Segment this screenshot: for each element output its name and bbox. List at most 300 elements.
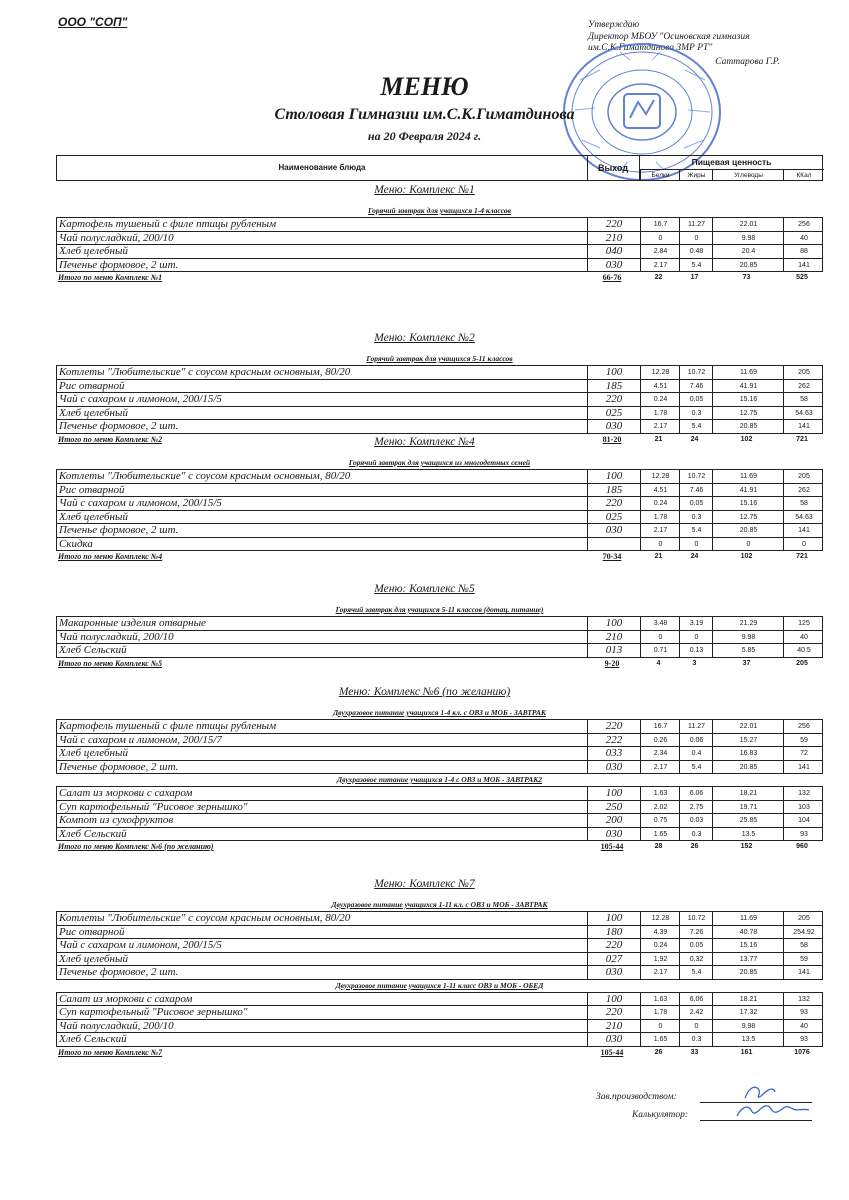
total-price: 70-34 <box>602 552 622 561</box>
header-protein: Белки <box>640 169 680 181</box>
dish-yield: 220 <box>587 393 640 406</box>
total-value-k: 721 <box>796 553 808 560</box>
dish-name: Компот из сухофруктов <box>59 814 174 826</box>
total-label: Итого по меню Комплекс №5 <box>58 658 163 668</box>
total-label: Итого по меню Комплекс №4 <box>58 552 163 561</box>
nutrition-value-k: 59 <box>783 734 824 747</box>
total-price: 9-20 <box>604 658 620 668</box>
nutrition-value-f: 2.75 <box>679 801 713 814</box>
table-row <box>56 953 823 967</box>
nutrition-value-f: 6.06 <box>679 787 713 800</box>
nutrition-value-c: 11.69 <box>712 470 784 483</box>
nutrition-value-c: 12.75 <box>712 511 784 524</box>
handwritten-signature-icon <box>715 1074 815 1124</box>
nutrition-value-f: 3.19 <box>679 617 713 630</box>
nutrition-value-c: 5.85 <box>712 644 784 657</box>
total-value-f: 24 <box>690 553 699 560</box>
dish-yield: 030 <box>587 420 640 433</box>
dish-table <box>56 365 823 434</box>
nutrition-value-c: 41.91 <box>712 380 784 393</box>
section-total-row <box>56 658 823 671</box>
nutrition-value-c: 22.01 <box>712 218 784 231</box>
dish-table <box>56 217 823 272</box>
group-title: Горячий завтрак для учащихся 5-11 классов <box>366 354 513 363</box>
nutrition-value-c: 15.16 <box>712 393 784 406</box>
nutrition-value-f: 0.06 <box>679 734 713 747</box>
nutrition-value-k: 72 <box>783 747 824 760</box>
nutrition-value-f: 2.42 <box>679 1006 713 1019</box>
table-row <box>56 511 823 525</box>
dish-yield: 030 <box>587 259 640 272</box>
dish-name: Котлеты "Любительские" с соусом красным основным, 80/20 <box>59 470 351 482</box>
nutrition-value-c: 20.85 <box>712 420 784 433</box>
dish-name: Хлеб целебный <box>59 952 128 965</box>
nutrition-value-f: 10.72 <box>679 366 713 379</box>
table-row <box>56 1006 823 1020</box>
nutrition-value-b: 16.7 <box>640 218 680 231</box>
dish-yield: 210 <box>587 631 640 644</box>
dish-name: Суп картофельный "Рисовое зернышко" <box>59 1006 248 1018</box>
table-row <box>56 939 823 953</box>
dish-table <box>56 616 823 658</box>
group-title: Двухразовое питание учащихся 1-4 с ОВЗ и МОБ - ЗАВТРАК2 <box>336 775 543 784</box>
total-label: Итого по меню Комплекс №7 <box>58 1047 163 1057</box>
dish-yield: 100 <box>587 470 640 483</box>
dish-yield: 185 <box>587 380 640 393</box>
nutrition-value-b: 12.28 <box>640 470 680 483</box>
page-subtitle: Столовая Гимназии им.С.К.Гиматдинова <box>274 106 575 123</box>
nutrition-value-f: 0.13 <box>679 644 713 657</box>
nutrition-value-b: 0 <box>640 631 680 644</box>
dish-yield: 200 <box>587 814 640 827</box>
dish-yield: 100 <box>587 787 640 800</box>
table-row <box>56 966 823 980</box>
nutrition-value-f: 6.06 <box>679 993 713 1006</box>
nutrition-value-b: 2.17 <box>640 524 680 537</box>
approval-line: Директор МБОУ "Осиновская гимназия <box>588 31 750 42</box>
nutrition-value-k: 141 <box>783 761 824 774</box>
total-price: 105-44 <box>600 842 624 851</box>
nutrition-value-c: 20.85 <box>712 259 784 272</box>
table-row <box>56 259 823 273</box>
nutrition-value-f: 10.72 <box>679 912 713 925</box>
table-row <box>56 232 823 246</box>
dish-yield: 220 <box>587 218 640 231</box>
nutrition-value-b: 0.75 <box>640 814 680 827</box>
nutrition-value-b: 0.71 <box>640 644 680 657</box>
nutrition-value-c: 11.69 <box>712 366 784 379</box>
nutrition-value-c: 20.85 <box>712 761 784 774</box>
nutrition-value-c: 19.71 <box>712 801 784 814</box>
dish-yield: 100 <box>587 617 640 630</box>
dish-name: Скидка <box>59 537 93 550</box>
nutrition-value-b: 16.7 <box>640 720 680 733</box>
nutrition-value-b: 2.17 <box>640 761 680 774</box>
dish-yield: 030 <box>587 761 640 774</box>
nutrition-value-f: 0 <box>679 538 713 551</box>
nutrition-value-c: 20.4 <box>712 245 784 258</box>
nutrition-value-b: 2.02 <box>640 801 680 814</box>
total-value-b: 21 <box>654 435 663 443</box>
table-row <box>56 538 823 552</box>
nutrition-value-b: 4.39 <box>640 926 680 939</box>
nutrition-value-c: 17.32 <box>712 1006 784 1019</box>
total-value-k: 1076 <box>794 1048 810 1056</box>
nutrition-value-b: 0 <box>640 538 680 551</box>
nutrition-value-f: 0.3 <box>679 511 713 524</box>
total-value-k: 205 <box>796 659 808 667</box>
nutrition-value-k: 205 <box>783 470 824 483</box>
nutrition-value-k: 40 <box>783 1020 824 1033</box>
nutrition-value-b: 1.63 <box>640 993 680 1006</box>
dish-name: Суп картофельный "Рисовое зернышко" <box>59 800 248 813</box>
dish-name: Чай с сахаром и лимоном, 200/15/5 <box>59 393 222 405</box>
nutrition-value-k: 59 <box>783 953 824 966</box>
dish-table <box>56 911 823 980</box>
nutrition-value-k: 141 <box>783 259 824 272</box>
nutrition-value-k: 58 <box>783 393 824 406</box>
dish-name: Хлеб целебный <box>59 245 128 257</box>
nutrition-value-k: 93 <box>783 1033 824 1046</box>
total-value-b: 4 <box>656 659 661 667</box>
nutrition-value-c: 11.69 <box>712 912 784 925</box>
nutrition-value-b: 4.51 <box>640 380 680 393</box>
organization-name: ООО "СОП" <box>58 15 128 29</box>
nutrition-value-b: 0.26 <box>640 734 680 747</box>
header-kcal: ККал <box>783 169 824 181</box>
section-title: Меню: Комплекс №5 <box>374 583 475 595</box>
nutrition-value-k: 88 <box>783 245 824 258</box>
dish-yield: 100 <box>587 912 640 925</box>
dish-yield: 013 <box>587 644 640 657</box>
dish-yield: 040 <box>587 245 640 258</box>
nutrition-value-b: 2.17 <box>640 966 680 979</box>
nutrition-value-f: 0.3 <box>679 828 713 841</box>
dish-yield: 030 <box>587 524 640 537</box>
dish-yield: 030 <box>587 828 640 841</box>
total-label: Итого по меню Комплекс №1 <box>58 273 163 282</box>
nutrition-value-b: 0 <box>640 232 680 245</box>
nutrition-value-f: 0.03 <box>679 814 713 827</box>
dish-yield: 220 <box>587 939 640 952</box>
nutrition-value-b: 2.17 <box>640 420 680 433</box>
total-label: Итого по меню Комплекс №2 <box>58 434 163 444</box>
table-row <box>56 761 823 775</box>
header-dish: Наименование блюда <box>57 156 588 180</box>
dish-name: Чай полусладкий, 200/10 <box>59 231 174 244</box>
section-total-row <box>56 1047 823 1060</box>
dish-yield: 030 <box>587 966 640 979</box>
nutrition-value-f: 0.05 <box>679 497 713 510</box>
nutrition-value-k: 54.63 <box>783 407 824 420</box>
nutrition-value-c: 13.5 <box>712 1033 784 1046</box>
section-title: Меню: Комплекс №2 <box>374 332 475 344</box>
table-row <box>56 644 823 658</box>
nutrition-value-k: 141 <box>783 966 824 979</box>
dish-name: Печенье формовое, 2 шт. <box>59 258 179 271</box>
header-fat: Жиры <box>679 169 713 181</box>
nutrition-value-c: 20.85 <box>712 524 784 537</box>
total-value-c: 73 <box>742 274 751 281</box>
nutrition-value-b: 0.24 <box>640 497 680 510</box>
total-value-c: 161 <box>740 1048 753 1056</box>
total-price: 66-76 <box>602 273 622 282</box>
section-total-row <box>56 272 823 285</box>
total-value-c: 102 <box>740 435 753 443</box>
dish-name: Хлеб Сельский <box>59 827 127 840</box>
dish-yield <box>587 538 640 551</box>
nutrition-value-f: 0 <box>679 232 713 245</box>
nutrition-value-f: 0.3 <box>679 1033 713 1046</box>
menu-date: на 20 Февраля 2024 г. <box>367 129 482 143</box>
nutrition-value-k: 54.63 <box>783 511 824 524</box>
dish-yield: 210 <box>587 1020 640 1033</box>
total-value-f: 33 <box>690 1048 699 1056</box>
dish-name: Рис отварной <box>59 483 125 496</box>
dish-name: Хлеб целебный <box>59 747 128 759</box>
nutrition-value-c: 22.01 <box>712 720 784 733</box>
nutrition-value-k: 256 <box>783 218 824 231</box>
dish-yield: 030 <box>587 1033 640 1046</box>
nutrition-value-k: 125 <box>783 617 824 630</box>
nutrition-value-k: 262 <box>783 484 824 497</box>
nutrition-value-b: 4.51 <box>640 484 680 497</box>
total-value-c: 152 <box>740 843 753 850</box>
nutrition-value-k: 103 <box>783 801 824 814</box>
nutrition-value-b: 1.78 <box>640 1006 680 1019</box>
table-row <box>56 617 823 631</box>
nutrition-value-b: 2.17 <box>640 259 680 272</box>
total-value-f: 3 <box>692 659 697 667</box>
group-title: Горячий завтрак для учащихся 5-11 классов (дотац. питание) <box>335 605 544 614</box>
nutrition-value-f: 0.3 <box>679 407 713 420</box>
dish-name: Печенье формовое, 2 шт. <box>59 760 179 773</box>
nutrition-value-c: 40.78 <box>712 926 784 939</box>
nutrition-value-f: 5.4 <box>679 761 713 774</box>
dish-yield: 220 <box>587 720 640 733</box>
nutrition-value-k: 93 <box>783 1006 824 1019</box>
nutrition-value-f: 7.46 <box>679 484 713 497</box>
section-title: Меню: Комплекс №6 (по желанию) <box>338 686 511 698</box>
dish-yield: 220 <box>587 497 640 510</box>
page-title: МЕНЮ <box>380 72 469 101</box>
total-value-k: 960 <box>796 843 808 850</box>
nutrition-value-k: 141 <box>783 420 824 433</box>
nutrition-value-b: 1.92 <box>640 953 680 966</box>
calculator-label: Калькулятор: <box>632 1110 689 1120</box>
nutrition-value-k: 132 <box>783 993 824 1006</box>
dish-name: Котлеты "Любительские" с соусом красным основным, 80/20 <box>59 366 351 378</box>
table-row <box>56 366 823 380</box>
section-total-row <box>56 551 823 564</box>
nutrition-value-f: 0 <box>679 631 713 644</box>
table-row <box>56 814 823 828</box>
dish-yield: 100 <box>587 993 640 1006</box>
approval-line: Утверждаю <box>588 20 640 30</box>
dish-yield: 025 <box>587 407 640 420</box>
nutrition-value-f: 5.4 <box>679 259 713 272</box>
nutrition-value-b: 3.48 <box>640 617 680 630</box>
dish-yield: 220 <box>587 1006 640 1019</box>
dish-yield: 027 <box>587 953 640 966</box>
nutrition-value-b: 2.84 <box>640 245 680 258</box>
total-value-f: 17 <box>690 274 699 281</box>
table-row <box>56 484 823 498</box>
nutrition-value-c: 12.75 <box>712 407 784 420</box>
nutrition-value-c: 0 <box>712 538 784 551</box>
nutrition-value-k: 0 <box>783 538 824 551</box>
approval-signature-name: Саттарова Г.Р. <box>715 56 780 67</box>
table-row <box>56 787 823 801</box>
dish-name: Чай с сахаром и лимоном, 200/15/7 <box>59 733 222 746</box>
dish-yield: 185 <box>587 484 640 497</box>
dish-name: Печенье формовое, 2 шт. <box>59 420 179 432</box>
total-value-f: 26 <box>690 843 699 850</box>
nutrition-value-b: 1.65 <box>640 828 680 841</box>
total-value-c: 37 <box>742 659 751 667</box>
nutrition-value-f: 0.48 <box>679 245 713 258</box>
nutrition-value-k: 40 <box>783 232 824 245</box>
dish-table <box>56 786 823 841</box>
nutrition-value-k: 254.92 <box>783 926 824 939</box>
group-title: Горячий завтрак для учащихся 1-4 классов <box>368 206 511 215</box>
dish-name: Рис отварной <box>59 379 125 392</box>
section-title: Меню: Комплекс №4 <box>374 436 475 448</box>
total-price: 105-44 <box>600 1047 624 1057</box>
nutrition-value-b: 1.63 <box>640 787 680 800</box>
nutrition-value-b: 12.28 <box>640 366 680 379</box>
nutrition-value-k: 93 <box>783 828 824 841</box>
nutrition-value-c: 9.98 <box>712 1020 784 1033</box>
nutrition-value-c: 15.16 <box>712 939 784 952</box>
dish-name: Салат из моркови с сахаром <box>59 787 193 799</box>
nutrition-value-b: 2.34 <box>640 747 680 760</box>
table-row <box>56 801 823 815</box>
nutrition-value-c: 41.91 <box>712 484 784 497</box>
nutrition-value-c: 9.98 <box>712 631 784 644</box>
nutrition-value-f: 5.4 <box>679 966 713 979</box>
nutrition-value-f: 0 <box>679 1020 713 1033</box>
nutrition-value-f: 11.27 <box>679 218 713 231</box>
table-row <box>56 218 823 232</box>
nutrition-value-c: 20.85 <box>712 966 784 979</box>
nutrition-value-b: 1.65 <box>640 1033 680 1046</box>
nutrition-value-f: 5.4 <box>679 524 713 537</box>
nutrition-value-k: 262 <box>783 380 824 393</box>
total-value-f: 24 <box>690 435 699 443</box>
dish-yield: 210 <box>587 232 640 245</box>
nutrition-value-c: 9.98 <box>712 232 784 245</box>
dish-yield: 025 <box>587 511 640 524</box>
nutrition-value-f: 0.32 <box>679 953 713 966</box>
total-value-b: 21 <box>654 553 663 560</box>
table-row <box>56 926 823 940</box>
production-manager-label: Зав.производством: <box>596 1092 677 1102</box>
table-row <box>56 1020 823 1034</box>
nutrition-value-k: 40.5 <box>783 644 824 657</box>
nutrition-value-f: 0.4 <box>679 747 713 760</box>
dish-name: Хлеб Сельский <box>59 644 127 656</box>
table-row <box>56 912 823 926</box>
nutrition-value-c: 15.27 <box>712 734 784 747</box>
total-label: Итого по меню Комплекс №6 (по желанию) <box>58 842 214 851</box>
nutrition-value-c: 13.5 <box>712 828 784 841</box>
nutrition-value-c: 21.29 <box>712 617 784 630</box>
dish-table <box>56 992 823 1047</box>
table-row <box>56 747 823 761</box>
total-value-k: 721 <box>796 435 808 443</box>
total-price: 81-20 <box>602 434 622 444</box>
nutrition-value-f: 10.72 <box>679 470 713 483</box>
table-row <box>56 720 823 734</box>
nutrition-value-k: 256 <box>783 720 824 733</box>
dish-name: Чай с сахаром и лимоном, 200/15/5 <box>59 939 222 951</box>
dish-yield: 250 <box>587 801 640 814</box>
header-yield: Выход <box>587 156 640 180</box>
nutrition-value-c: 18.21 <box>712 993 784 1006</box>
section-title: Меню: Комплекс №7 <box>374 878 475 890</box>
dish-name: Хлеб Сельский <box>59 1033 127 1045</box>
table-row <box>56 393 823 407</box>
nutrition-value-k: 205 <box>783 366 824 379</box>
dish-name: Салат из моркови с сахаром <box>59 992 193 1005</box>
table-row <box>56 828 823 842</box>
nutrition-value-f: 7.26 <box>679 926 713 939</box>
section-title: Меню: Комплекс №1 <box>374 184 475 196</box>
nutrition-value-c: 18.21 <box>712 787 784 800</box>
table-row <box>56 497 823 511</box>
group-title: Двухразовое питание учащихся 1-4 кл. с ОВЗ и МОБ - ЗАВТРАК <box>333 708 546 717</box>
dish-yield: 180 <box>587 926 640 939</box>
nutrition-value-k: 132 <box>783 787 824 800</box>
nutrition-value-f: 5.4 <box>679 420 713 433</box>
dish-table <box>56 469 823 551</box>
table-row <box>56 734 823 748</box>
nutrition-value-b: 0.24 <box>640 939 680 952</box>
nutrition-value-c: 15.16 <box>712 497 784 510</box>
group-title: Двухразовое питание учащихся 1-11 кл. с ОВЗ и МОБ - ЗАВТРАК <box>331 900 548 909</box>
dish-name: Картофель тушеный с филе птицы рубленым <box>59 720 277 732</box>
nutrition-value-f: 0.05 <box>679 939 713 952</box>
dish-yield: 100 <box>587 366 640 379</box>
dish-name: Картофель тушеный с филе птицы рубленым <box>59 218 277 230</box>
dish-name: Печенье формовое, 2 шт. <box>59 966 179 978</box>
nutrition-value-f: 7.46 <box>679 380 713 393</box>
nutrition-value-f: 11.27 <box>679 720 713 733</box>
nutrition-value-b: 1.78 <box>640 511 680 524</box>
nutrition-value-k: 40 <box>783 631 824 644</box>
total-value-b: 26 <box>654 1048 663 1056</box>
nutrition-value-k: 205 <box>783 912 824 925</box>
nutrition-value-k: 141 <box>783 524 824 537</box>
dish-name: Чай полусладкий, 200/10 <box>59 1019 174 1032</box>
table-row <box>56 380 823 394</box>
nutrition-value-k: 104 <box>783 814 824 827</box>
section-total-row <box>56 841 823 854</box>
table-header <box>56 155 823 181</box>
table-row <box>56 245 823 259</box>
total-value-b: 22 <box>654 274 663 281</box>
table-row <box>56 1033 823 1047</box>
dish-name: Макаронные изделия отварные <box>59 617 206 629</box>
total-value-c: 102 <box>740 553 753 560</box>
dish-name: Рис отварной <box>59 925 125 938</box>
table-row <box>56 631 823 645</box>
nutrition-value-c: 25.85 <box>712 814 784 827</box>
table-row <box>56 420 823 434</box>
dish-name: Хлеб целебный <box>59 510 128 523</box>
nutrition-value-b: 12.28 <box>640 912 680 925</box>
